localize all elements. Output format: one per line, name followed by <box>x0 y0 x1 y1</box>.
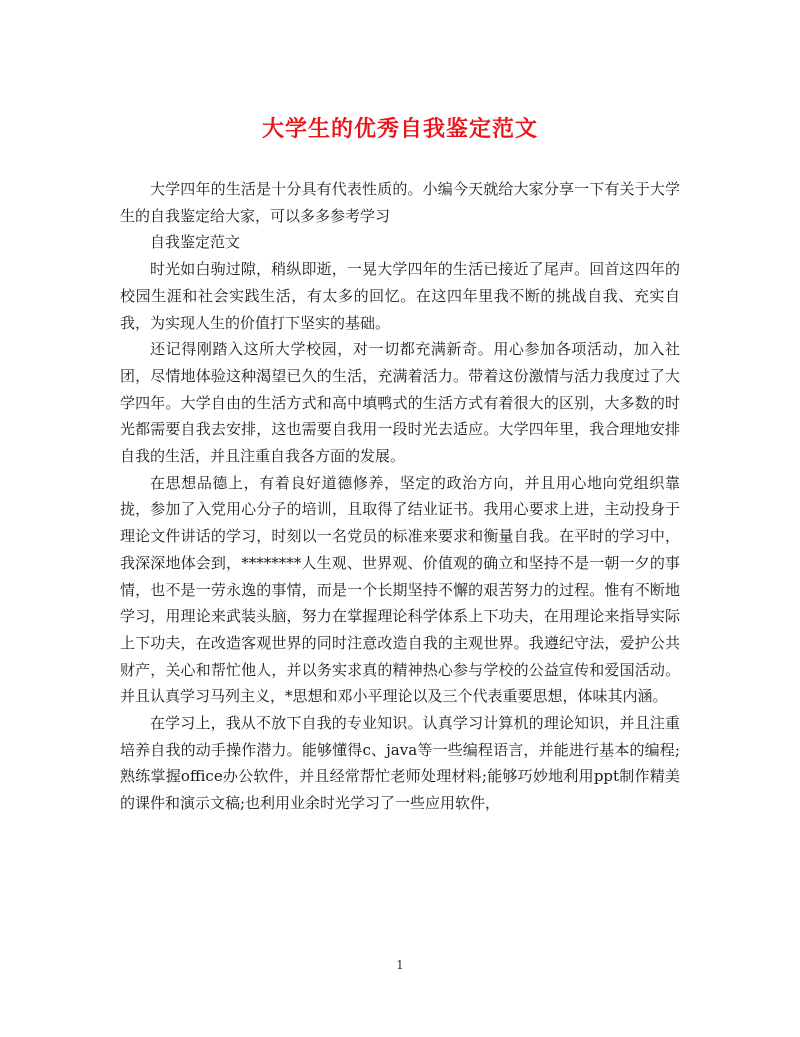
body-paragraph: 时光如白驹过隙，稍纵即逝，一晃大学四年的生活已接近了尾声。回首这四年的校园生涯和社会实践生活，有太多的回忆。在这四年里我不断的挑战自我、充实自我，为实现人生的价值打下坚实的基础。 <box>120 260 680 332</box>
page-number: 1 <box>396 958 404 972</box>
body-paragraph: 在学习上，我从不放下自我的专业知识。认真学习计算机的理论知识，并且注重培养自我的动手操作潜力。能够懂得c、java等一些编程语言，并能进行基本的编程;熟练掌握office办公软件，并且经常帮忙老师处理材料;能够巧妙地利用ppt制作精美的课件和演示文稿;也利用业余时光学习了一些应用软件， <box>120 714 680 813</box>
body-paragraph: 还记得刚踏入这所大学校园，对一切都充满新奇。用心参加各项活动，加入社团，尽情地体验这种渴望已久的生活，充满着活力。带着这份激情与活力我度过了大学四年。大学自由的生活方式和高中填鸭式的生活方式有着很大的区别，大多数的时光都需要自我去安排，这也需要自我用一段时光去适应。大学四年里，我合理地安排自我的生活，并且注重自我各方面的发展。 <box>120 340 680 466</box>
document-title: 大学生的优秀自我鉴定范文 <box>261 116 538 142</box>
body-paragraph: 在思想品德上，有着良好道德修养，坚定的政治方向，并且用心地向党组织靠拢，参加了入党用心分子的培训，且取得了结业证书。我用心要求上进，主动投身于理论文件讲话的学习，时刻以一名党员的标准来要求和衡量自我。在平时的学习中，我深深地体会到，********人生观、世界观、价值观的确立和坚持不是一朝一夕的事情，也不是一劳永逸的事情，而是一个长期坚持不懈的艰苦努力的过程。惟有不断地学习，用理论来武装头脑，努力在掌握理论科学体系上下功夫，在用理论来指导实际上下功夫，在改造客观世界的同时注意改造自我的主观世界。我遵纪守法，爱护公共财产，关心和帮忙他人，并以务实求真的精神热心参与学校的公益宣传和爱国活动。并且认真学习马列主义，*思想和邓小平理论以及三个代表重要思想，体味其内涵。 <box>120 473 680 706</box>
intro-paragraph: 大学四年的生活是十分具有代表性质的。小编今天就给大家分享一下有关于大学生的自我鉴定给大家，可以多多参考学习 <box>120 180 680 225</box>
document-body <box>120 176 680 817</box>
section-heading: 自我鉴定范文 <box>150 233 241 252</box>
